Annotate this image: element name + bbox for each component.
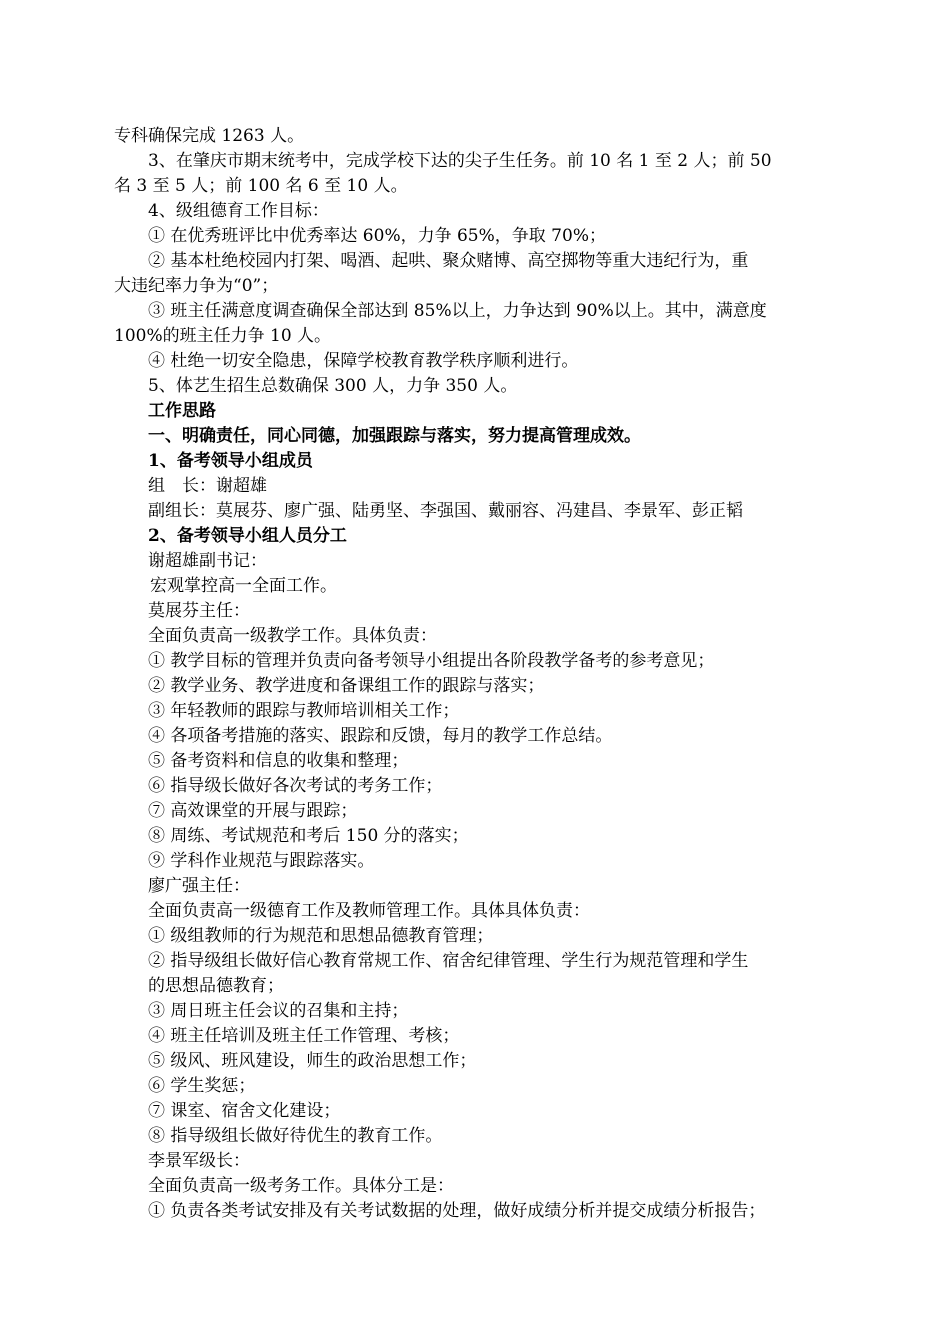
text-line: ① 在优秀班评比中优秀率达 60%，力争 65%，争取 70%； (148, 226, 606, 246)
text-line: ④ 杜绝一切安全隐患，保障学校教育教学秩序顺利进行。 (148, 351, 579, 371)
text-line: 全面负责高一级教学工作。具体负责： (148, 626, 437, 646)
text-line: ⑤ 级风、班风建设，师生的政治思想工作； (148, 1051, 477, 1071)
text-line: ⑧ 指导级组长做好待优生的教育工作。 (148, 1126, 443, 1146)
text-line: ① 级组教师的行为规范和思想品德教育管理； (148, 926, 494, 946)
text-line: ⑥ 学生奖惩； (148, 1076, 256, 1096)
text-line: ③ 周日班主任会议的召集和主持； (148, 1001, 409, 1021)
subsection-heading: 1、备考领导小组成员 (148, 451, 313, 471)
text-line: ⑦ 课室、宿舍文化建设； (148, 1101, 341, 1121)
text-line: 名 3 至 5 人；前 100 名 6 至 10 人。 (114, 176, 408, 196)
text-line: 组 长：谢超雄 (148, 476, 267, 496)
text-line: 李景军级长： (148, 1151, 250, 1171)
text-line: ④ 各项备考措施的落实、跟踪和反馈，每月的教学工作总结。 (148, 726, 613, 746)
text-line: 大违纪率力争为“0”； (114, 276, 279, 296)
text-line: ② 指导级组长做好信心教育常规工作、宿舍纪律管理、学生行为规范管理和学生 (148, 951, 749, 971)
text-line: 廖广强主任： (148, 876, 250, 896)
text-line: 全面负责高一级考务工作。具体分工是： (148, 1176, 454, 1196)
text-line: ④ 班主任培训及班主任工作管理、考核； (148, 1026, 460, 1046)
text-line: 5、体艺生招生总数确保 300 人，力争 350 人。 (148, 376, 518, 396)
text-line: ⑤ 备考资料和信息的收集和整理； (148, 751, 409, 771)
text-line: 专科确保完成 1263 人。 (114, 126, 305, 146)
text-line: ⑨ 学科作业规范与跟踪落实。 (148, 851, 375, 871)
text-line: 3、在肇庆市期末统考中，完成学校下达的尖子生任务。前 10 名 1 至 2 人；前 50 (148, 151, 772, 171)
text-line: ⑧ 周练、考试规范和考后 150 分的落实； (148, 826, 469, 846)
text-line: ⑥ 指导级长做好各次考试的考务工作； (148, 776, 443, 796)
text-line: ① 负责各类考试安排及有关考试数据的处理，做好成绩分析并提交成绩分析报告； (148, 1201, 766, 1221)
text-line: 谢超雄副书记： (148, 551, 267, 571)
text-line: 全面负责高一级德育工作及教师管理工作。具体具体负责： (148, 901, 590, 921)
text-line: 副组长：莫展芬、廖广强、陆勇坚、李强国、戴丽容、冯建昌、李景军、彭正韬 (148, 501, 743, 521)
section-heading: 一、明确责任，同心同德，加强跟踪与落实，努力提高管理成效。 (148, 426, 641, 446)
text-line: 的思想品德教育； (148, 976, 284, 996)
text-line: ① 教学目标的管理并负责向备考领导小组提出各阶段教学备考的参考意见； (148, 651, 715, 671)
text-line: 4、级组德育工作目标： (148, 201, 329, 221)
text-line: 100%的班主任力争 10 人。 (114, 326, 332, 346)
text-line: ⑦ 高效课堂的开展与跟踪； (148, 801, 358, 821)
section-heading: 工作思路 (148, 401, 216, 421)
text-line: ③ 班主任满意度调查确保全部达到 85%以上，力争达到 90%以上。其中，满意度 (148, 301, 767, 321)
text-line: ② 教学业务、教学进度和备课组工作的跟踪与落实； (148, 676, 545, 696)
text-line: 宏观掌控高一全面工作。 (150, 576, 337, 596)
text-line: ② 基本杜绝校园内打架、喝酒、起哄、聚众赌博、高空掷物等重大违纪行为，重 (148, 251, 749, 271)
document-body (114, 124, 844, 1224)
text-line: ③ 年轻教师的跟踪与教师培训相关工作； (148, 701, 460, 721)
text-line: 莫展芬主任： (148, 601, 250, 621)
subsection-heading: 2、备考领导小组人员分工 (148, 526, 347, 546)
